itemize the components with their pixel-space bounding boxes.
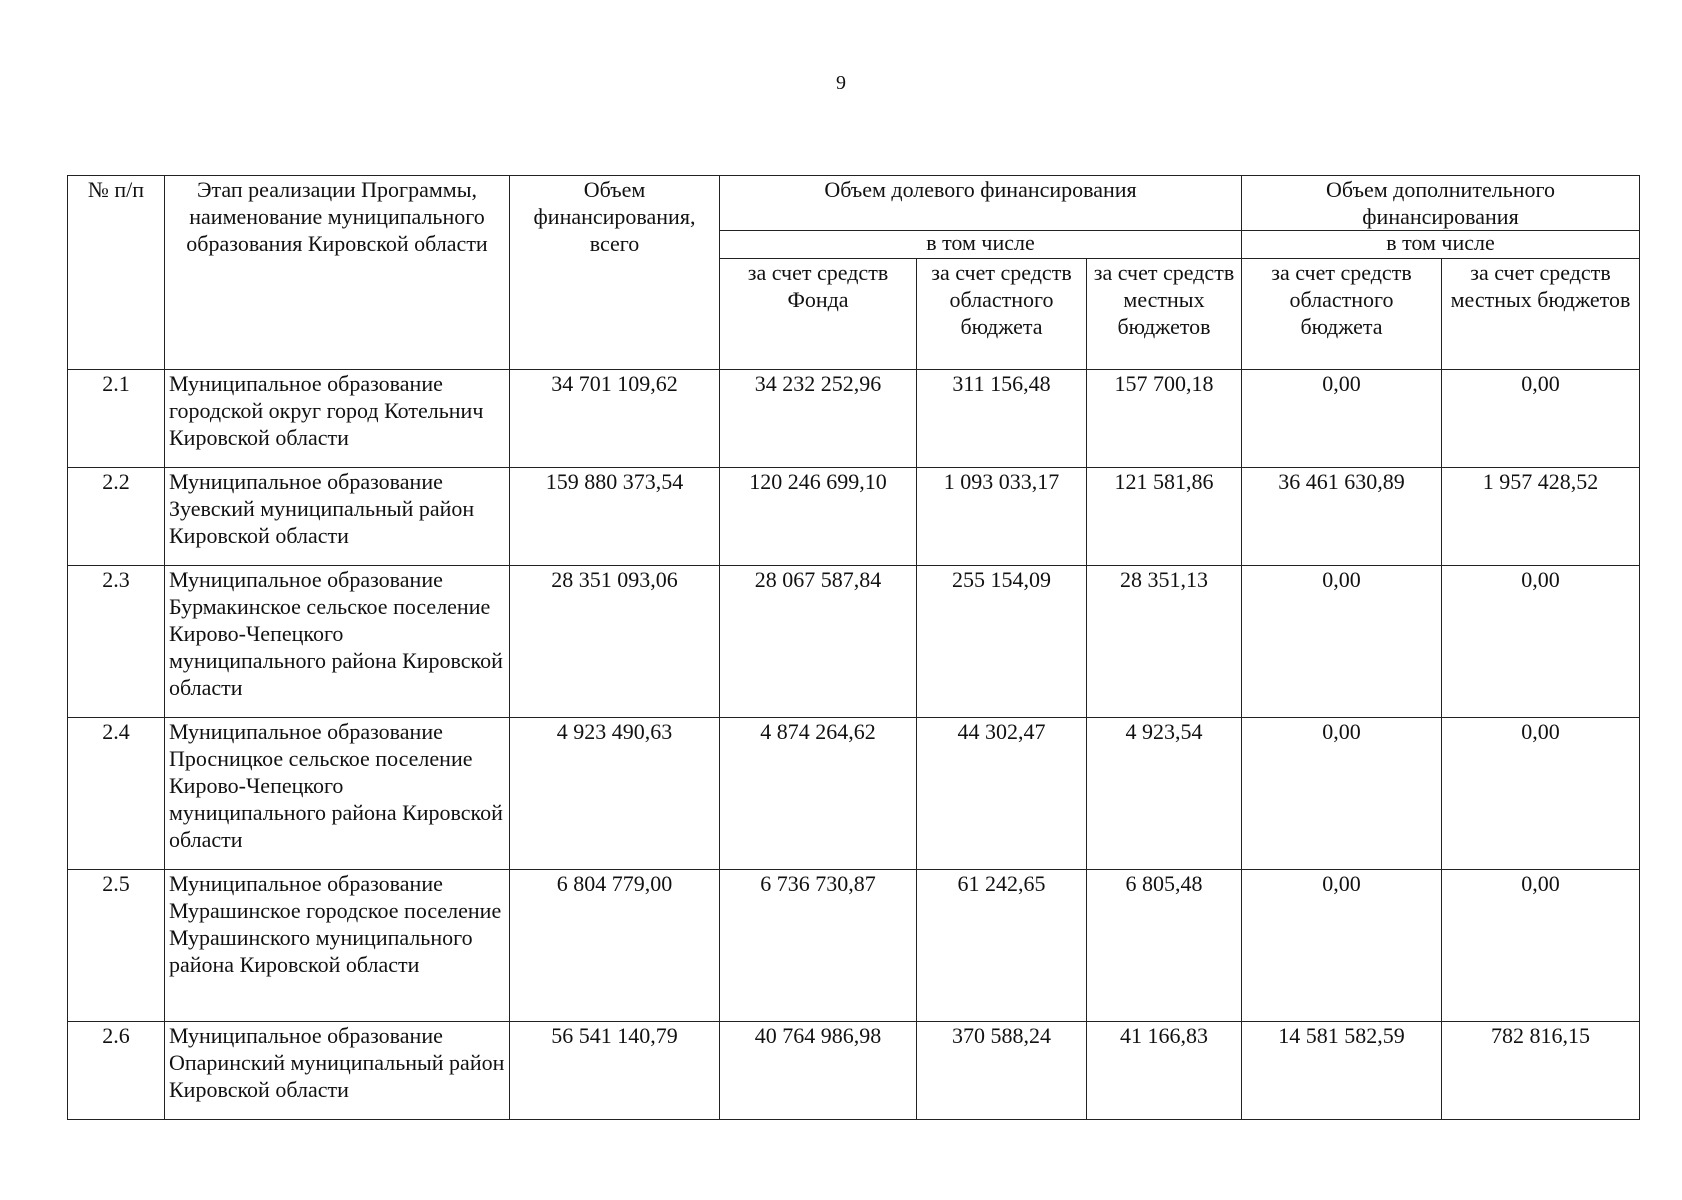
row-name: Муниципальное образование Бурмакинское сельское поселение Кирово-Чепецкого муниципального района Кировской области [165,566,510,718]
row-regional: 370 588,24 [917,1022,1087,1120]
row-name: Муниципальное образование Опаринский муниципальный район Кировской области [165,1022,510,1120]
row-local: 121 581,86 [1087,468,1242,566]
row-total: 28 351 093,06 [510,566,720,718]
row-fund: 120 246 699,10 [720,468,917,566]
table-row [68,718,1640,870]
row-number: 2.3 [68,566,165,718]
header-share-regional: за счет средств областного бюджета [917,259,1087,370]
financing-table [67,175,1640,1120]
table-row [68,870,1640,1022]
row-regional: 311 156,48 [917,370,1087,468]
row-name: Муниципальное образование Зуевский муниципальный район Кировской области [165,468,510,566]
row-extra-local: 1 957 428,52 [1442,468,1640,566]
header-row [68,176,1640,231]
row-total: 6 804 779,00 [510,870,720,1022]
header-share-local: за счет средств местных бюджетов [1087,259,1242,370]
row-extra-regional: 14 581 582,59 [1242,1022,1442,1120]
row-fund: 34 232 252,96 [720,370,917,468]
table-row [68,468,1640,566]
header-stage: Этап реализации Программы, наименование муниципального образования Кировской области [165,176,510,370]
row-extra-local: 0,00 [1442,870,1640,1022]
row-total: 56 541 140,79 [510,1022,720,1120]
row-extra-local: 0,00 [1442,566,1640,718]
row-extra-local: 782 816,15 [1442,1022,1640,1120]
row-number: 2.4 [68,718,165,870]
row-extra-regional: 0,00 [1242,566,1442,718]
row-extra-local: 0,00 [1442,370,1640,468]
row-regional: 61 242,65 [917,870,1087,1022]
header-num: № п/п [68,176,165,370]
table-row [68,1022,1640,1120]
row-regional: 255 154,09 [917,566,1087,718]
header-extra-financing: Объем дополнительного финансирования [1242,176,1640,231]
row-extra-regional: 0,00 [1242,370,1442,468]
row-name: Муниципальное образование Просницкое сельское поселение Кирово-Чепецкого муниципального района Кировской области [165,718,510,870]
header-extra-including: в том числе [1242,231,1640,259]
row-local: 4 923,54 [1087,718,1242,870]
header-total: Объем финансирования, всего [510,176,720,370]
row-fund: 4 874 264,62 [720,718,917,870]
row-total: 34 701 109,62 [510,370,720,468]
row-local: 28 351,13 [1087,566,1242,718]
row-fund: 40 764 986,98 [720,1022,917,1120]
header-share-including: в том числе [720,231,1242,259]
row-number: 2.1 [68,370,165,468]
row-number: 2.6 [68,1022,165,1120]
row-local: 157 700,18 [1087,370,1242,468]
row-total: 4 923 490,63 [510,718,720,870]
row-fund: 28 067 587,84 [720,566,917,718]
row-extra-regional: 0,00 [1242,870,1442,1022]
row-local: 6 805,48 [1087,870,1242,1022]
row-regional: 1 093 033,17 [917,468,1087,566]
row-fund: 6 736 730,87 [720,870,917,1022]
row-name: Муниципальное образование городской округ город Котельнич Кировской области [165,370,510,468]
row-regional: 44 302,47 [917,718,1087,870]
row-total: 159 880 373,54 [510,468,720,566]
row-local: 41 166,83 [1087,1022,1242,1120]
row-extra-local: 0,00 [1442,718,1640,870]
row-extra-regional: 36 461 630,89 [1242,468,1442,566]
table-row [68,566,1640,718]
table-row [68,370,1640,468]
header-extra-local: за счет средств местных бюджетов [1442,259,1640,370]
row-extra-regional: 0,00 [1242,718,1442,870]
row-number: 2.2 [68,468,165,566]
header-share-financing: Объем долевого финансирования [720,176,1242,231]
page-number: 9 [836,72,846,94]
row-number: 2.5 [68,870,165,1022]
header-extra-regional: за счет средств областного бюджета [1242,259,1442,370]
header-share-fund: за счет средств Фонда [720,259,917,370]
row-name: Муниципальное образование Мурашинское городское поселение Мурашинского муниципального района Кировской области [165,870,510,1022]
